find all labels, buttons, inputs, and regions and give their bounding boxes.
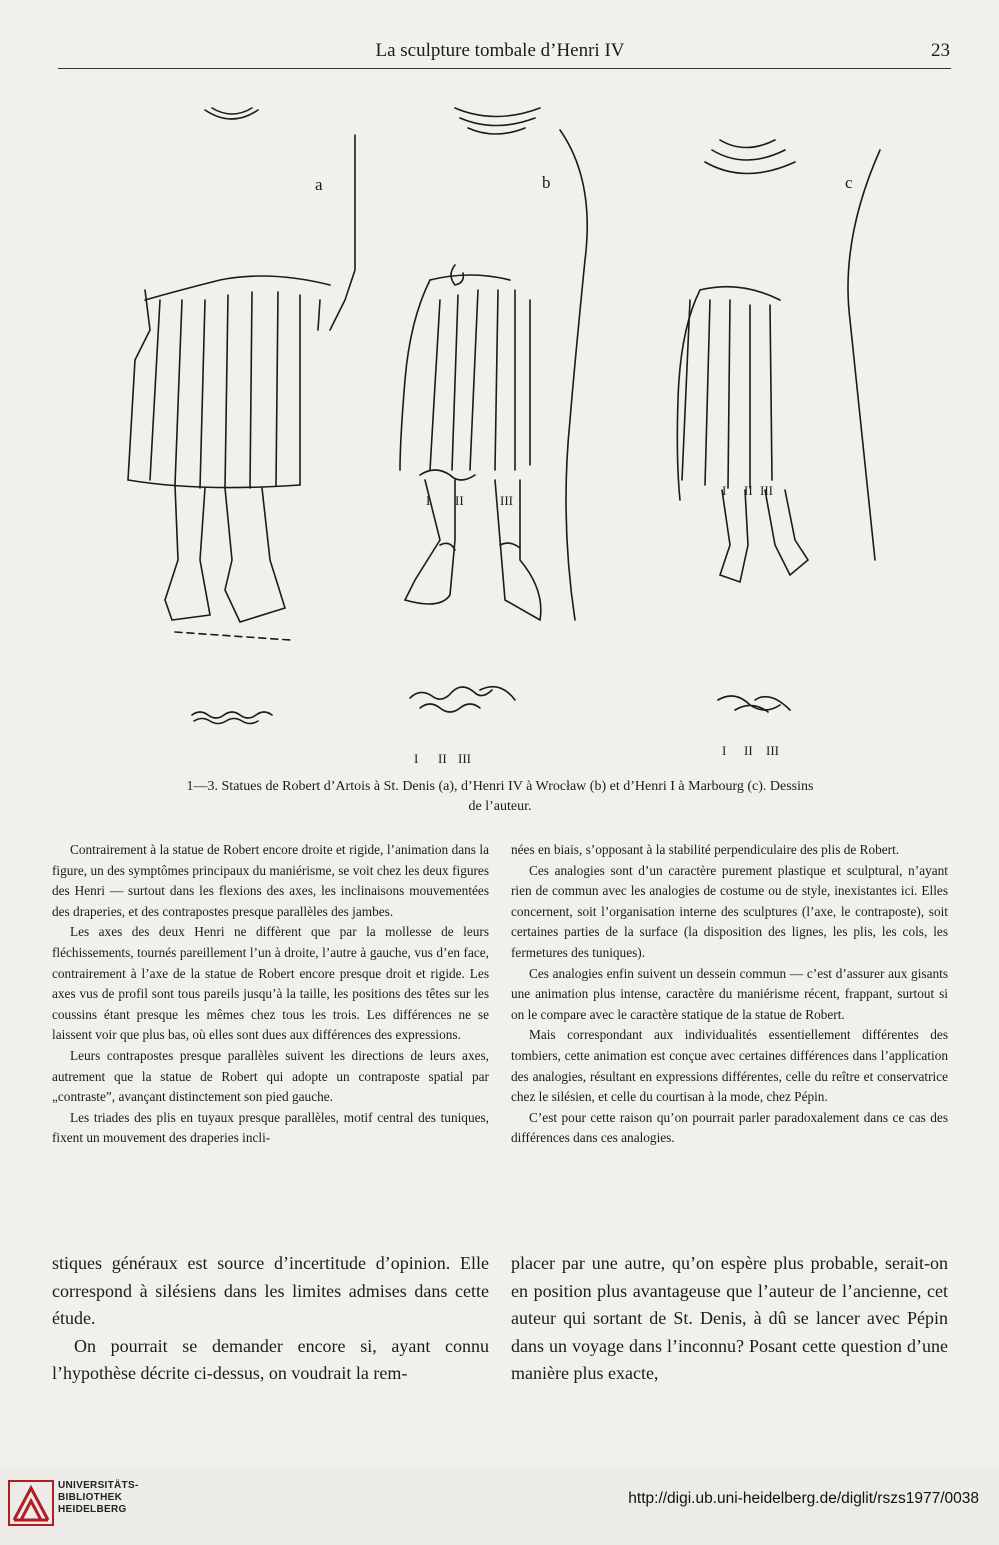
library-name-line: HEIDELBERG (58, 1504, 127, 1515)
drawing-henri-iv (400, 108, 587, 712)
page-number: 23 (931, 40, 950, 61)
paragraph: Les axes des deux Henri ne diffèrent que par la mollesse de leurs fléchissements, tournés pareillement l’un à droite, l’autre à gauche, vus d’en face, contrairement à l’axe de la statue de Robert encore presque droit et rigide. Les axes vus de profil sont tous pareils jusqu’à la taille, les positions des têtes sur les coussins étant presque les mêmes chez tous les trois. Les différences ne se laissent voir que plus bas, où elles sont dues aux différences des expressions. (52, 924, 489, 1043)
drawing-robert (128, 108, 355, 724)
paragraph: Ces analogies enfin suivent un dessein commun — c’est d’assurer aux gisants une animation plus intense, caractère du maniérisme récent, frappant, surtout si on le compare avec le caractère statique de la statue de Robert. (511, 965, 948, 1022)
label-c-feet-I: I (722, 743, 727, 758)
label-b-I: I (426, 493, 431, 508)
paragraph: On pourrait se demander encore si, ayant connu l’hypothèse décrite ci-dessus, on voudrait la rem- (52, 1335, 489, 1384)
label-c-I: I (722, 483, 727, 498)
paragraph: Contrairement à la statue de Robert encore droite et rigide, l’animation dans la figure, un des symptômes principaux du maniérisme, se voit chez les deux figures des Henri — surtout dans les flexions des axes, les inclinaisons mouvementées des draperies, et des contrapostes presque parallèles des jambes. (52, 842, 489, 919)
label-feet-III: III (458, 751, 471, 766)
bottom-column-right (511, 1250, 948, 1388)
label-a: a (315, 175, 323, 194)
caption-line-1: 1—3. Statues de Robert d’Artois à St. Denis (a), d’Henri IV à Wrocław (b) et d’Henri I à Marbourg (c). Dessins (186, 779, 814, 794)
label-c-feet-III: III (766, 743, 779, 758)
library-logo-icon (8, 1480, 54, 1526)
running-header-title: La sculpture tombale d’Henri IV (375, 40, 625, 61)
paragraph: Les triades des plis en tuyaux presque parallèles, motif central des tuniques, fixent un mouvement des draperies incli- (52, 1109, 489, 1146)
label-c-feet-II: II (744, 743, 753, 758)
library-name (58, 1480, 139, 1516)
column-left (52, 840, 489, 1149)
label-b-II: II (455, 493, 464, 508)
label-feet-II: II (438, 751, 447, 766)
paragraph: nées en biais, s’opposant à la stabilité perpendiculaire des plis de Robert. (511, 842, 900, 857)
bottom-column-left (52, 1250, 489, 1388)
label-feet-I: I (414, 751, 419, 766)
caption-line-2: de l’auteur. (468, 799, 532, 814)
library-name-line: BIBLIOTHEK (58, 1492, 123, 1503)
paragraph: stiques généraux est source d’incertitude d’opinion. Elle correspond à silésiens dans les limites admises dans cette étude. (52, 1253, 489, 1329)
paragraph: Ces analogies sont d’un caractère purement plastique et sculptural, n’ayant rien de commun avec les analogies de costume ou de style, inexistantes ici. Elles concernent, soit l’organisation interne des sculptures (l’axe, le contraposte), soit certaines parties de la surface (la disposition des lignes, les plis, les cols, les fermetures des tuniques). (511, 862, 948, 960)
figure-caption (110, 777, 890, 817)
label-c-II: II (744, 483, 753, 498)
paragraph: placer par une autre, qu’on espère plus probable, serait-on en position plus avantageuse que l’auteur de l’ancienne, cet auteur qui sortant de St. Denis, à dû se lancer avec Pépin dans un voyage dans l’inconnu? Posant cette question d’une manière plus exacte, (511, 1253, 948, 1384)
label-b-III: III (500, 493, 513, 508)
footer-bar (0, 1468, 999, 1545)
paragraph: C’est pour cette raison qu’on pourrait parler paradoxalement dans ce cas des différences dans ces analogies. (511, 1109, 948, 1146)
label-c: c (845, 173, 853, 192)
paragraph: Leurs contrapostes presque parallèles suivent les directions de leurs axes, autrement que la statue de Robert qui adopte un contraposte spatial par „contraste”, avançant distinctement son pied gauche. (52, 1047, 489, 1105)
drawing-henri-i (677, 140, 880, 712)
column-right (511, 840, 948, 1149)
label-c-III: III (760, 483, 773, 498)
label-b: b (542, 173, 551, 192)
paragraph: Mais correspondant aux individualités essentiellement différentes des tombiers, cette animation est conçue avec certaines différences dans l’application des analogies, résultant en expressions différentes, celle du reître et conservatrice chez le silésien, et celle du courtisan à la mode, chez Pépin. (511, 1027, 948, 1105)
library-name-line: UNIVERSITÄTS- (58, 1480, 139, 1491)
source-url-link[interactable]: http://digi.ub.uni-heidelberg.de/diglit/rszs1977/0038 (628, 1490, 979, 1507)
